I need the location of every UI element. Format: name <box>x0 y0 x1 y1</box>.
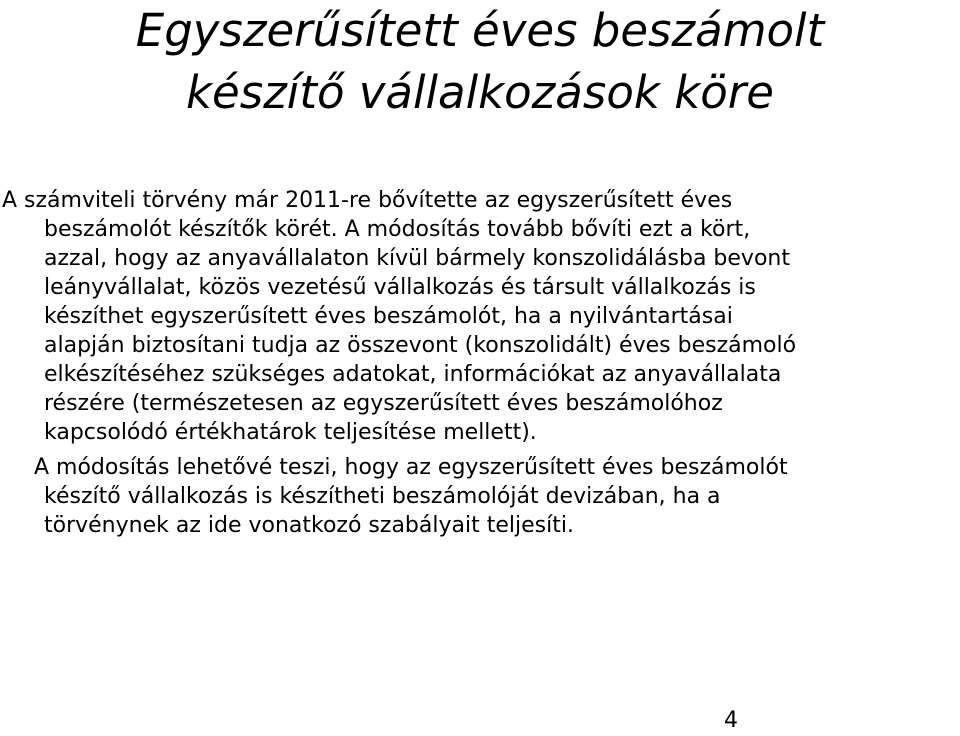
page-number: 4 <box>724 708 738 733</box>
paragraph-1-line-4: leányvállalat, közös vezetésű vállalkozás és társult vállalkozás is <box>44 275 756 300</box>
paragraph-2-line-1: A módosítás lehetővé teszi, hogy az egyszerűsített éves beszámolót <box>34 455 788 480</box>
paragraph-2-line-3: törvénynek az ide vonatkozó szabályait teljesíti. <box>44 513 574 538</box>
paragraph-1-line-8: részére (természetesen az egyszerűsített éves beszámolóhoz <box>44 391 723 416</box>
paragraph-1-line-1: A számviteli törvény már 2011-re bővítette az egyszerűsített éves <box>2 188 733 213</box>
paragraph-1-line-7: elkészítéséhez szükséges adatokat, információkat az anyavállalata <box>44 362 782 387</box>
paragraph-1-line-6: alapján biztosítani tudja az összevont (konszolidált) éves beszámoló <box>44 333 797 358</box>
paragraph-1-line-5: készíthet egyszerűsített éves beszámolót, ha a nyilvántartásai <box>44 304 733 329</box>
paragraph-2 <box>0 453 960 540</box>
paragraph-2-line-2: készítő vállalkozás is készítheti beszámolóját devizában, ha a <box>44 484 721 509</box>
paragraph-1-line-9: kapcsolódó értékhatárok teljesítése mellett). <box>44 420 537 445</box>
paragraph-1-line-3: azzal, hogy az anyavállalaton kívül bármely konszolidálásba bevont <box>44 246 790 271</box>
slide-title <box>40 0 920 124</box>
slide-title-line-1: Egyszerűsített éves beszámolt <box>135 4 825 57</box>
slide-title-line-2: készítő vállalkozások köre <box>186 66 774 119</box>
paragraph-1 <box>0 186 960 447</box>
slide-body <box>0 186 960 540</box>
paragraph-1-line-2: beszámolót készítők körét. A módosítás tovább bővíti ezt a kört, <box>44 217 751 242</box>
